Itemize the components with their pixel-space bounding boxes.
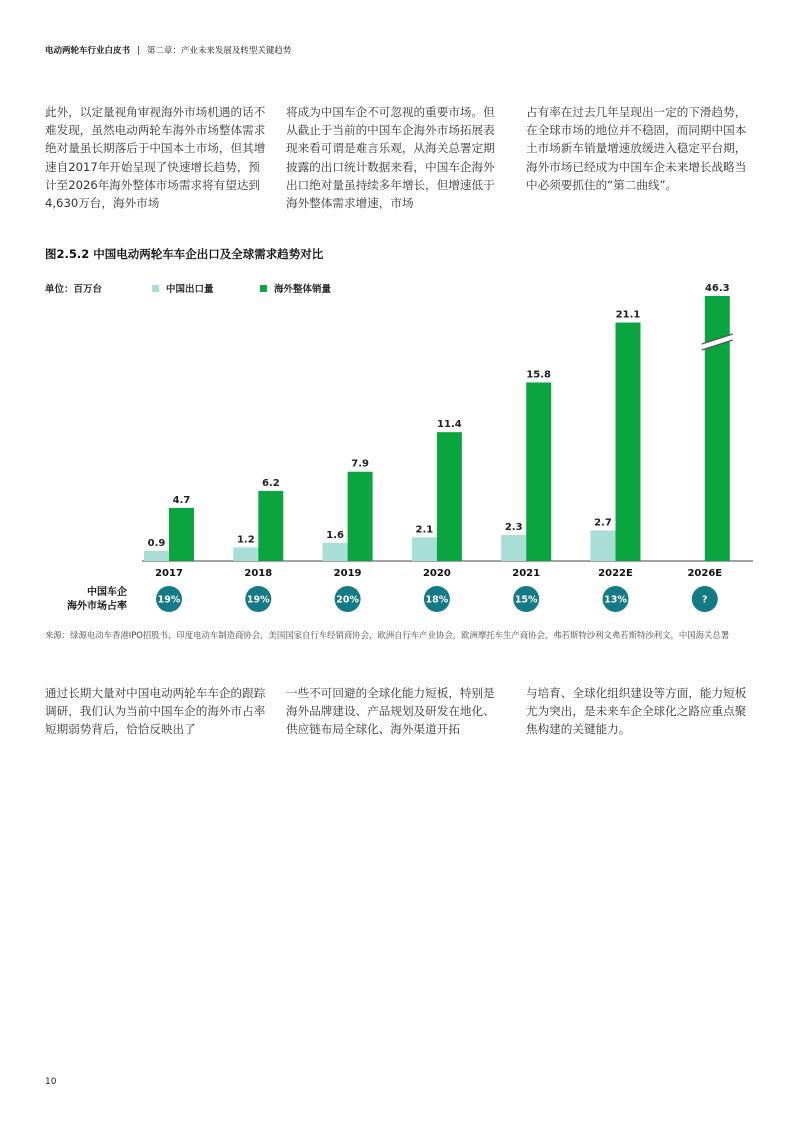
share-value-2020: 18% [425,594,449,606]
book-title: 电动两轮车行业白皮书 [45,46,131,56]
export-vs-demand-bar-chart [45,276,755,621]
chapter-title: 第二章：产业未来发展及转型关键趋势 [146,46,292,56]
x-tick-label-2018: 2018 [244,568,273,579]
bar-overseas-2018 [258,491,283,561]
conclusion-paragraph-col3: 与培育、全球化组织建设等方面，能力短板尤为突出，是未来车企全球化之路应重点聚焦构建的关键能力。 [526,686,747,737]
bar-export-2020 [412,537,437,561]
share-value-2019: 20% [336,594,359,606]
data-label-overseas-2021: 15.8 [526,369,552,381]
intro-paragraph-col1: 此外，以定量视角审视海外市场机遇的话不难发现，虽然电动两轮车海外市场整体需求绝对量虽长期落后于中国本土市场，但其增速自2017年开始呈现了快速增长趋势，预计至2026年海外整体市场需求将有望达到4,630万台，海外市场 [45,105,266,211]
header-separator: | [136,46,140,56]
legend-label-1: 中国出口量 [166,284,214,295]
intro-paragraph-col2: 将成为中国车企不可忽视的重要市场。但从截止于当前的中国车企海外市场拓展表现来看可谓是难言乐观，从海关总署定期披露的出口统计数据来看，中国车企海外出口绝对量虽持续多年增长，但增速低于海外整体需求增速，市场 [286,105,495,211]
data-label-overseas-2019: 7.9 [351,458,369,470]
legend-swatch-2 [260,285,267,292]
bar-overseas-2021 [526,382,551,561]
conclusion-paragraph-col2: 一些不可回避的全球化能力短板，特别是海外品牌建设、产品规划及研发在地化、供应链布局全球化、海外渠道开拓 [286,686,495,737]
x-tick-label-2020: 2020 [422,568,451,579]
data-label-export-2020: 2.1 [415,524,434,536]
share-row-label-line2: 海外市场占率 [67,601,127,612]
data-label-export-2017: 0.9 [147,537,166,549]
bar-export-2018 [233,547,258,561]
share-value-2018: 19% [246,594,270,606]
data-label-overseas-2022E: 21.1 [615,309,641,321]
bar-export-2021 [501,535,526,561]
bar-export-2022E [591,530,616,561]
share-row-label-line1: 中国车企 [87,587,127,598]
intro-paragraph-col3: 占有率在过去几年呈现出一定的下滑趋势，在全球市场的地位并不稳固，而同期中国本土市场新车销量增速放缓进入稳定平台期，海外市场已经成为中国车企未来增长战略当中必须要抓住的“第二曲线”。 [526,105,747,192]
bar-overseas-2019 [348,472,373,561]
data-label-export-2021: 2.3 [504,522,523,534]
data-label-overseas-2018: 6.2 [261,477,280,489]
bar-export-2017 [144,551,169,561]
data-label-overseas-2026E: 46.3 [704,283,730,294]
share-value-2026E: ? [702,594,708,606]
figure-title: 图2.5.2 中国电动两轮车车企出口及全球需求趋势对比 [45,247,324,261]
bar-overseas-2017 [169,508,194,561]
conclusion-paragraph-col1: 通过长期大量对中国电动两轮车车企的跟踪调研，我们认为当前中国车企的海外市占率短期弱势背后，恰恰反映出了 [45,686,266,737]
data-label-overseas-2017: 4.7 [172,494,191,506]
running-header [45,44,291,56]
source-note: 来源：绿源电动车香港IPO招股书，印度电动车制造商协会，美国国家自行车经销商协会，欧洲自行车产业协会，欧洲摩托车生产商协会，弗若斯特沙利文弗若斯特沙利文，中国海关总署 [45,630,730,640]
share-value-2022E: 13% [604,594,627,606]
x-tick-label-2021: 2021 [512,568,541,579]
data-label-export-2022E: 2.7 [594,517,612,529]
bar-export-2019 [323,543,348,561]
page-number: 10 [45,1077,57,1087]
share-value-2021: 15% [514,594,538,606]
legend-label-2: 海外整体销量 [274,284,332,295]
x-tick-label-2026E: 2026E [687,568,723,579]
share-value-2017: 19% [157,594,181,606]
data-label-export-2018: 1.2 [236,534,255,546]
x-tick-label-2022E: 2022E [598,568,633,579]
data-label-export-2019: 1.6 [326,529,344,541]
x-tick-label-2017: 2017 [155,568,183,579]
x-tick-label-2019: 2019 [333,568,362,579]
chart-unit-label: 单位：百万台 [45,284,103,295]
bar-overseas-2020 [437,432,462,561]
bar-overseas-2022E [616,323,641,561]
legend-swatch-1 [152,285,159,292]
data-label-overseas-2020: 11.4 [437,419,462,431]
